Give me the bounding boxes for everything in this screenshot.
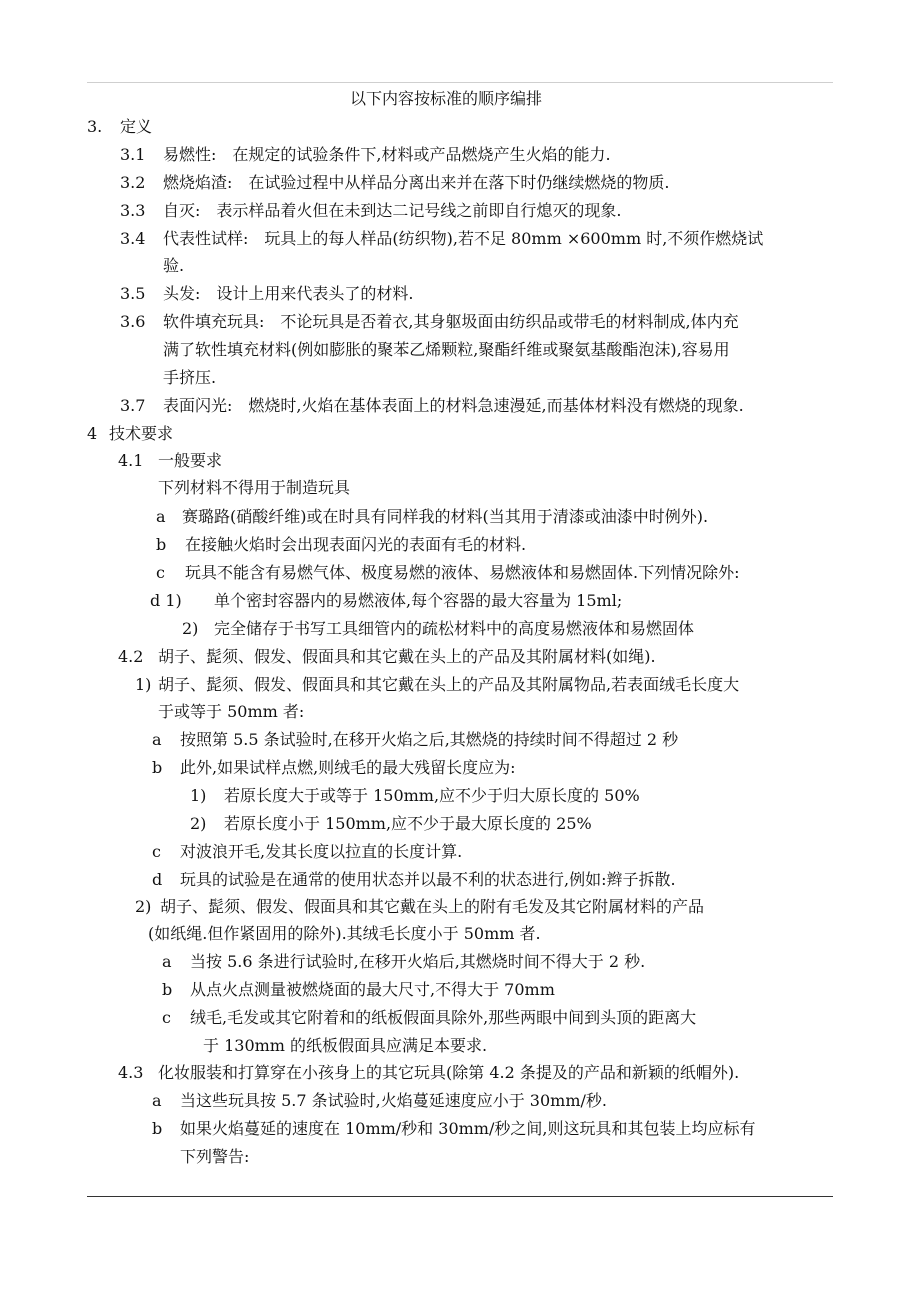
item-text: 验.: [163, 256, 185, 275]
item-text: 表面闪光: 燃烧时,火焰在基体表面上的材料急速漫延,而基体材料没有燃烧的现象.: [163, 396, 744, 415]
item-text: 按照第 5.5 条试验时,在移开火焰之后,其燃烧的持续时间不得超过 2 秒: [180, 730, 679, 749]
item-number: 4: [87, 424, 98, 443]
item-text: 若原长度小于 150mm,应不少于最大原长度的 25%: [224, 814, 592, 833]
item-number: b: [152, 1119, 163, 1138]
item-text: 此外,如果试样点燃,则绒毛的最大残留长度应为:: [180, 758, 516, 777]
item-text: 定义: [120, 117, 153, 136]
item-text: 化妆服装和打算穿在小孩身上的其它玩具(除第 4.2 条提及的产品和新颖的纸帽外).: [158, 1063, 740, 1082]
item-number: a: [162, 952, 172, 971]
item-text: 易燃性: 在规定的试验条件下,材料或产品燃烧产生火焰的能力.: [163, 145, 611, 164]
item-text: 单个密封容器内的易燃液体,每个容器的最大容量为 15ml;: [214, 591, 623, 610]
item-number: 4.2: [118, 647, 144, 666]
item-number: b: [156, 535, 167, 554]
item-text: 满了软性填充材料(例如膨胀的聚苯乙烯颗粒,聚酯纤维或聚氨基酸酯泡沫),容易用: [163, 340, 730, 359]
item-text: 当按 5.6 条进行试验时,在移开火焰后,其燃烧时间不得大于 2 秒.: [190, 952, 646, 971]
item-number: 2): [182, 619, 199, 638]
item-text: 技术要求: [109, 424, 174, 443]
item-text: 于或等于 50mm 者:: [158, 702, 305, 721]
item-text: 玩具不能含有易燃气体、极度易燃的液体、易燃液体和易燃固体.下列情况除外:: [185, 563, 740, 582]
item-text: 于 130mm 的纸板假面具应满足本要求.: [203, 1036, 488, 1055]
item-number: 3.4: [120, 229, 146, 248]
item-number: c: [156, 563, 165, 582]
item-number: 3.: [87, 117, 103, 136]
item-number: a: [152, 730, 162, 749]
item-text: 若原长度大于或等于 150mm,应不少于归大原长度的 50%: [224, 786, 640, 805]
item-number: 1): [135, 675, 152, 694]
item-number: 3.1: [120, 145, 146, 164]
item-text: 玩具的试验是在通常的使用状态并以最不利的状态进行,例如:辫子拆散.: [180, 870, 676, 889]
item-number: d 1): [150, 591, 182, 610]
item-number: 3.2: [120, 173, 146, 192]
item-text: 软件填充玩具: 不论玩具是否着衣,其身躯圾面由纺织品或带毛的材料制成,体内充: [163, 312, 739, 331]
item-text: 一般要求: [158, 451, 223, 470]
item-text: 手挤压.: [163, 368, 217, 387]
item-text: 从点火点测量被燃烧面的最大尺寸,不得大于 70mm: [190, 980, 555, 999]
item-number: 2): [135, 897, 152, 916]
item-number: 3.7: [120, 396, 146, 415]
item-number: 2): [190, 814, 207, 833]
item-number: 1): [190, 786, 207, 805]
item-number: 4.3: [118, 1063, 144, 1082]
item-text: 代表性试样: 玩具上的每人样品(纺织物),若不足 80mm ×600mm 时,不须作燃烧试: [163, 229, 764, 248]
item-text: 下列材料不得用于制造玩具: [158, 478, 351, 497]
item-number: 3.6: [120, 312, 146, 331]
item-text: 当这些玩具按 5.7 条试验时,火焰蔓延速度应小于 30mm/秒.: [180, 1091, 607, 1110]
item-number: a: [156, 507, 166, 526]
item-text: (如纸绳.但作紧固用的除外).其绒毛长度小于 50mm 者.: [148, 924, 541, 943]
item-number: 4.1: [118, 451, 144, 470]
item-number: 3.5: [120, 284, 146, 303]
item-text: 胡子、髭须、假发、假面具和其它戴在头上的附有毛发及其它附属材料的产品: [160, 897, 705, 916]
item-number: 3.3: [120, 201, 146, 220]
footer-rule: [87, 1196, 833, 1197]
header-note: 以下内容按标准的顺序编排: [350, 89, 543, 108]
item-text: 自灭: 表示样品着火但在未到达二记号线之前即自行熄灭的现象.: [163, 201, 622, 220]
item-text: 如果火焰蔓延的速度在 10mm/秒和 30mm/秒之间,则这玩具和其包装上均应标有: [180, 1119, 756, 1138]
item-number: b: [152, 758, 163, 777]
item-number: b: [162, 980, 173, 999]
item-text: 赛璐路(硝酸纤维)或在时具有同样我的材料(当其用于清漆或油漆中时例外).: [182, 507, 709, 526]
item-text: 头发: 设计上用来代表头了的材料.: [163, 284, 414, 303]
item-text: 燃烧焰渣: 在试验过程中从样品分离出来并在落下时仍继续燃烧的物质.: [163, 173, 670, 192]
item-text: 绒毛,毛发或其它附着和的纸板假面具除外,那些两眼中间到头顶的距离大: [190, 1008, 697, 1027]
item-text: 下列警告:: [180, 1147, 250, 1166]
item-number: d: [152, 870, 163, 889]
item-text: 胡子、髭须、假发、假面具和其它戴在头上的产品及其附属材料(如绳).: [158, 647, 656, 666]
item-text: 胡子、髭须、假发、假面具和其它戴在头上的产品及其附属物品,若表面绒毛长度大: [158, 675, 740, 694]
item-text: 完全储存于书写工具细管内的疏松材料中的高度易燃液体和易燃固体: [214, 619, 695, 638]
header-rule: [87, 82, 833, 83]
item-number: c: [162, 1008, 171, 1027]
item-text: 在接触火焰时会出现表面闪光的表面有毛的材料.: [185, 535, 527, 554]
item-text: 对波浪开毛,发其长度以拉直的长度计算.: [180, 842, 463, 861]
item-number: a: [152, 1091, 162, 1110]
item-number: c: [152, 842, 161, 861]
